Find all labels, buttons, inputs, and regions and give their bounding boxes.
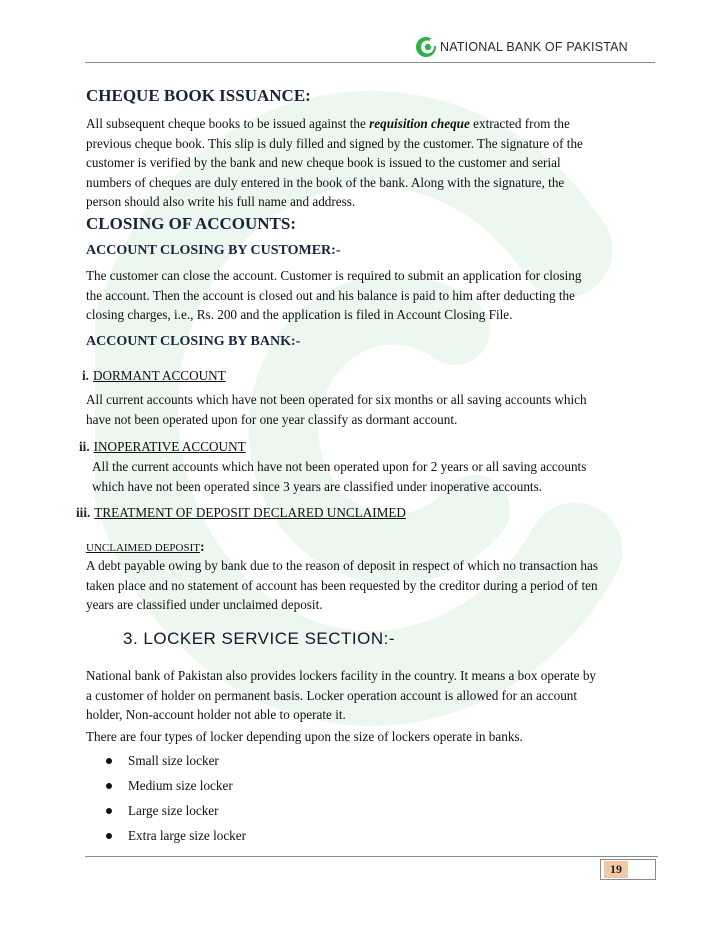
- paragraph-line: have not been operated upon for one year classify as dormant account.: [86, 411, 458, 427]
- paragraph-line: closing charges, i.e., Rs. 200 and the application is filed in Account Closing File.: [86, 307, 513, 323]
- list-item: Extra large size locker: [106, 826, 246, 851]
- header-bank-name: NATIONAL BANK OF PAKISTAN: [440, 40, 628, 54]
- list-item: Medium size locker: [106, 776, 246, 801]
- paragraph-line: All current accounts which have not been operated for six months or all saving accounts which: [86, 392, 587, 407]
- paragraph-line: taken place and no statement of account has been requested by the creditor during a period of ten: [86, 577, 598, 593]
- locker-types-intro: There are four types of locker depending upon the size of lockers operate in banks.: [86, 729, 523, 744]
- dormant-paragraph: [86, 390, 643, 429]
- item-dormant-heading: [82, 368, 226, 384]
- paragraph-line: holder, Non-account holder not able to operate it.: [86, 707, 346, 723]
- text-run: extracted from the: [469, 116, 570, 131]
- inoperative-paragraph: [92, 457, 643, 496]
- subsection-title-by-bank: ACCOUNT CLOSING BY BANK:-: [86, 334, 301, 349]
- cheque-paragraph: [86, 114, 643, 212]
- item-label: TREATMENT OF DEPOSIT DECLARED UNCLAIMED: [94, 505, 406, 520]
- list-item: Large size locker: [106, 801, 246, 826]
- paragraph-line: numbers of cheques are duly entered in the book of the bank. Along with the signature, the: [86, 174, 565, 190]
- paragraph-line: [86, 114, 643, 134]
- unclaimed-label-colon: :: [199, 540, 205, 555]
- item-number: i.: [82, 368, 89, 383]
- paragraph-line: previous cheque book. This slip is duly filled and signed by the customer. The signature of the: [86, 135, 583, 151]
- locker-paragraph: [86, 666, 643, 725]
- text-run: All subsequent cheque books to be issued against the: [86, 116, 370, 131]
- item-number: ii.: [79, 439, 90, 454]
- page-header: [415, 36, 655, 58]
- unclaimed-paragraph: [86, 556, 643, 615]
- section-title-locker: 3. LOCKER SERVICE SECTION:-: [123, 629, 396, 648]
- paragraph-line: a customer of holder on permanent basis. Locker operation account is allowed for an account: [86, 687, 578, 703]
- paragraph-line: years are classified under unclaimed deposit.: [86, 597, 323, 613]
- page-number: 19: [604, 861, 628, 878]
- subsection-title-by-customer: ACCOUNT CLOSING BY CUSTOMER:-: [86, 243, 341, 258]
- item-unclaimed-heading: [76, 505, 406, 521]
- emphasis-text: requisition cheque: [369, 116, 470, 131]
- paragraph-line: All the current accounts which have not been operated upon for 2 years or all saving accounts: [92, 459, 587, 474]
- list-item: Small size locker: [106, 751, 246, 776]
- paragraph-line: person should also write his full name and address.: [86, 194, 356, 210]
- paragraph-line: National bank of Pakistan also provides lockers facility in the country. It means a box operate by: [86, 668, 597, 683]
- paragraph-line: customer is verified by the bank and new cheque book is issued to the customer and serial: [86, 155, 561, 171]
- by-customer-paragraph: [86, 266, 643, 325]
- item-number: iii.: [76, 505, 91, 520]
- paragraph-line: the account. Then the account is closed out and his balance is paid to him after deducting the: [86, 287, 576, 303]
- unclaimed-deposit-label: [86, 540, 205, 556]
- header-divider: [85, 62, 655, 63]
- section-title-closing: CLOSING OF ACCOUNTS:: [86, 214, 297, 233]
- paragraph-line: A debt payable owing by bank due to the reason of deposit in respect of which no transaction has: [86, 558, 598, 573]
- paragraph-line: which have not been operated since 3 years are classified under inoperative accounts.: [92, 478, 543, 494]
- footer-divider: [85, 856, 658, 857]
- locker-types-list: [106, 751, 246, 851]
- bank-logo-icon: [415, 36, 437, 58]
- paragraph-line: The customer can close the account. Customer is required to submit an application for closing: [86, 268, 582, 283]
- page-number-box: [600, 859, 656, 880]
- section-title-cheque: CHEQUE BOOK ISSUANCE:: [86, 86, 311, 105]
- item-label: DORMANT ACCOUNT: [92, 368, 226, 383]
- item-inoperative-heading: [79, 439, 246, 455]
- unclaimed-label-text: UNCLAIMED DEPOSIT: [86, 542, 200, 554]
- item-label: INOPERATIVE ACCOUNT: [93, 439, 246, 454]
